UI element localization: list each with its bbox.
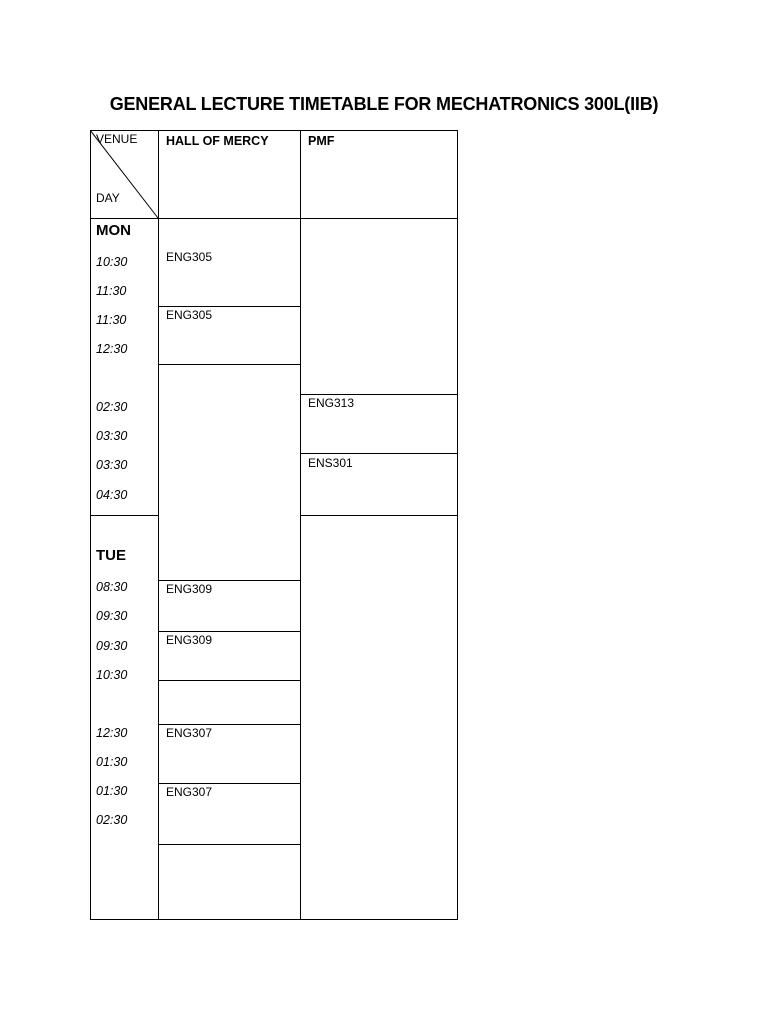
table-border-left xyxy=(90,130,91,920)
pmf-line xyxy=(300,394,458,395)
time-slot: 02:30 xyxy=(96,813,128,827)
time-slot: 09:30 xyxy=(96,609,128,623)
hall-line xyxy=(158,306,301,307)
course-cell: ENG307 xyxy=(166,726,213,740)
course-cell: ENG309 xyxy=(166,633,213,647)
pmf-line xyxy=(300,515,458,516)
time-slot: 01:30 xyxy=(96,784,128,798)
time-slot: 03:30 xyxy=(96,458,128,472)
course-cell: ENS301 xyxy=(308,456,353,470)
header-hall-of-mercy: HALL OF MERCY xyxy=(166,134,269,148)
time-slot: 02:30 xyxy=(96,400,128,414)
time-slot: 04:30 xyxy=(96,488,128,502)
header-day: DAY xyxy=(96,191,120,205)
hall-line xyxy=(158,724,301,725)
course-cell: ENG305 xyxy=(166,250,213,264)
time-slot: 10:30 xyxy=(96,255,128,269)
course-cell: ENG307 xyxy=(166,785,213,799)
time-slot: 03:30 xyxy=(96,429,128,443)
hall-line xyxy=(158,844,301,845)
hall-line xyxy=(158,783,301,784)
table-divider-col1 xyxy=(158,130,159,920)
course-cell: ENG313 xyxy=(308,396,355,410)
header-pmf: PMF xyxy=(308,134,335,148)
table-border-bottom xyxy=(90,919,458,920)
time-slot: 01:30 xyxy=(96,755,128,769)
course-cell: ENG309 xyxy=(166,582,213,596)
time-slot: 10:30 xyxy=(96,668,128,682)
day-label-mon: MON xyxy=(96,222,131,239)
course-cell: ENG305 xyxy=(166,308,213,322)
time-slot: 12:30 xyxy=(96,342,128,356)
day-label-tue: TUE xyxy=(96,547,126,564)
day-divider xyxy=(90,515,159,516)
hall-line xyxy=(158,680,301,681)
hall-line xyxy=(158,631,301,632)
time-slot: 09:30 xyxy=(96,639,128,653)
time-slot: 11:30 xyxy=(96,284,127,298)
pmf-line xyxy=(300,453,458,454)
page-title: GENERAL LECTURE TIMETABLE FOR MECHATRONICS 300L(IIB) xyxy=(109,94,659,114)
time-slot: 08:30 xyxy=(96,580,128,594)
time-slot: 11:30 xyxy=(96,313,127,327)
table-border-right xyxy=(457,130,458,920)
hall-line xyxy=(158,580,301,581)
time-slot: 12:30 xyxy=(96,726,128,740)
table-divider-col2 xyxy=(300,130,301,920)
hall-line xyxy=(158,364,301,365)
header-venue: VENUE xyxy=(96,132,138,146)
